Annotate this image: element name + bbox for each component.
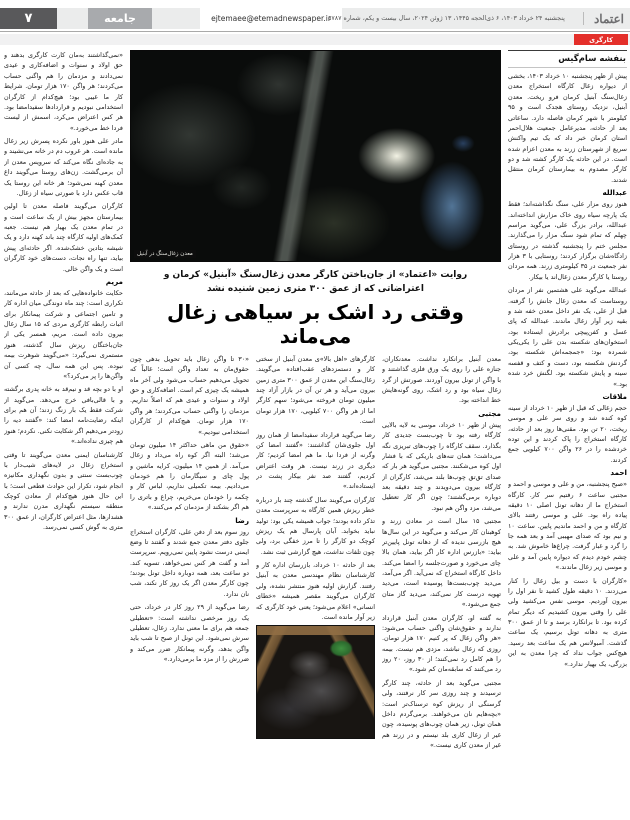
section-email-link[interactable]: ejtemaee@etemadnewspaper.ir [200,8,342,29]
page-number-badge: ۷ [0,8,57,29]
photo-caption: معدن زغال‌سنگ در آبنیل [134,250,196,258]
article-column-5 [4,50,123,817]
article-subhead: احمد [610,468,627,478]
article-paragraph: هنوز روی مزار علی، سنگ نگذاشته‌اند؛ فقط یک پارچه سیاه روی خاک مزارش انداخته‌اند. عبدالله، برادر بزرگ علی، می‌گوید مراسم چهلم که تمام شود سنگ مزار را می‌گذارند. مجلس ختم را پنجشنبه گذشته در روستای زادگاه‌شان برگزار کردند؛ روستایی با ۳ هزار نفر جمعیت در ۳۵ کیلومتری زرند. همه مردان روستا یا کارگر معدن زغال‌اند یا بیکار. [508,200,627,281]
article-paragraph: پیش از ظهر پنجشنبه ۱۰ خرداد ۱۴۰۳، بخشی از دیواره زغال کارگاه استخراج معدن زغال‌سنگ آبنیل کرمان فرو ریخت. معدن آبنیل، نزدیک روستای هجدک است و ۹۵ کیلومتر با شهر کرمان فاصله دارد. ساعاتی بعد از حادثه، مدیرعامل جمعیت هلال‌احمر استان کرمان خبر داد که یک تیم واکنش سریع از شهرستان زرند به معدن اعزام شده است. در این حادثه یک کارگر کشته شد و دو کارگر مصدوم به بیمارستان کرمان منتقل شدند. [508,72,627,184]
article-headline: وقتی رد اشک بر سیاهی زغال می‌ماند [167,299,464,348]
inner-columns [130,354,501,817]
article-subhead: مجتبی [478,408,501,418]
secondary-mine-photo [256,625,375,739]
article-column-3 [256,354,375,817]
article-paragraph: «نمی‌گذاشتند به‌مان کارت کارگری بدهند و حق اولاد و سنوات و اضافه‌کاری و عیدی نمی‌دادند و مزدمان را هم واگنی حساب می‌کردند؛ هر واگن ۱۷۰ هزار تومان. شرایط کار ما غیبی بود؛ هیچ‌کدام از کارگران استخدامی نبودیم و قراردادها سفیدامضا بود. هر کس اعتراض می‌کرد، اسمش از لیست فردا خط می‌خورد.» [4,51,123,132]
article-paragraph: کارگرهای «اهل بالا»ی معدن آبنیل از سختی کار و دستمزدهای عقب‌افتاده می‌گویند. زغال‌سنگ این معدن از عمق ۳۰۰ متری زمین بیرون می‌آید و هر تن آن در بازار آزاد چند میلیون تومان فروخته می‌شود؛ سهم کارگر اما از هر واگن ۷۰۰ کیلویی، ۱۷۰ هزار تومان است. [256,354,375,426]
page-header [0,8,630,29]
article-subhead: مریم [105,276,123,286]
article-paragraph: او با دو بچه قد و نیم‌قد به خانه پدری برگشته و با قالی‌بافی خرج می‌دهد. می‌گوید از شرکت فقط یک بار زنگ زدند؛ آن هم برای اینکه رضایت‌نامه امضا کند: «گفتند دیه را زودتر می‌دهیم اگر شکایت نکنی. نکردم؛ هنوز هم چیزی نداده‌اند.» [4,385,123,446]
article-paragraph: «کارگران با دست و بیل زغال را کنار می‌زدند. ۱۰ دقیقه طول کشید تا نفر اول را بیرون آوردیم. موسی نفس می‌کشید ولی علی را وقتی بیرون کشیدیم که دیگر تمام کرده بود. تا برانکارد برسد و تا از عمق ۳۰۰ متری به دهانه تونل برسیم، یک ساعت گذشت. آمبولانس هم یک ساعت بعد رسید. هیچ‌کس جواب نداد که چرا معدن به این بزرگی، یک بهیار ندارد.» [508,576,627,668]
byline: بنفشه سام‌گیس [508,50,627,68]
article-center-block [130,50,501,817]
topic-bar [0,34,630,45]
article-paragraph: رضا می‌گوید قرارداد سفیدامضا از همان روز اول جلوی‌شان گذاشتند: «گفتند امضا کن وگرنه از فردا نیا. ما هم امضا کردیم؛ کار دیگری در زرند نیست. هر وقت اعتراض کردیم، گفتند صد نفر بیکار پشت در ایستاده‌اند.» [256,430,375,491]
header-divider [583,12,584,25]
main-mine-photo [130,50,501,262]
article-paragraph: مجتبی می‌گوید بعد از حادثه، چند کارگر ترسیدند و چند روزی سر کار نرفتند، ولی گرسنگی از ریزش کوه ترسناک‌تر است: «بچه‌هایم نان می‌خواهند. برمی‌گردم داخل همان تونل، زیر همان چوب‌های پوسیده، چون غیر از زغال کاری بلد نیستم و در زرند هم غیر از معدن کاری نیست.» [382,678,501,749]
article-subhead: ملاقات [602,391,627,401]
article-paragraph: حکایت خانواده‌هایی که بعد از حادثه می‌مانند، تکراری است: چند ماه دوندگی میان اداره کار و تامین اجتماعی و شرکت پیمانکار برای اثبات رابطه کارگری مردی که ۱۵ سال زغال بیرون داده است. مریم، همسر یکی از جان‌باختگان ریزش سال گذشته، هنوز مستمری نمی‌گیرد: «می‌گویند شوهرت بیمه نبوده. پس این همه سال، چه کسی آن واگن‌ها را پر می‌کرد؟» [4,288,123,380]
article-paragraph: «صبح پنجشنبه، من و علی و موسی و احمد و مجتبی ساعت ۶ رفتیم سر کار. کارگاه استخراج ما از دهانه تونل اصلی ۱۰ دقیقه پیاده راه بود. علی و موسی رفتند بالای کارگاه و من و احمد ماندیم پایین. ساعت ۱۰ و نیم بود که صدای مهیبی آمد و بعد همه جا را گرد و غبار گرفت. چراغ‌ها خاموش شد. به چشم خودم دیدم که دیواره پایین آمد و علی و موسی زیر زغال ماندند.» [508,480,627,572]
article-paragraph: پیش از ظهر ۱۰ خرداد، موسی به لایه بالایی کارگاه رفته بود تا چوب‌بست جدیدی کار بگذارد. سقف کارگاه را چوب‌های تبریزی نگه می‌داشت؛ همان تنه‌های باریکی که با فشار اول کوه می‌شکنند. مجتبی می‌گوید هر بار که صدای تق‌تق چوب‌ها بلند می‌شد، کارگران از کارگاه بیرون می‌دویدند و چند دقیقه بعد دوباره برمی‌گشتند؛ چون اگر کار تعطیل می‌شد، مزد واگن هم نبود. [382,420,501,512]
article-paragraph: رضا می‌گوید از ۲۹ روز کار در خرداد، حتی یک روز مرخصی نداشته است: «تعطیلی جمعه هم برای ما معنی ندارد. زغال، تعطیلی سرش نمی‌شود. این تونل از صبح تا شب باید واگن بدهد، وگرنه پیمانکار ضرر می‌کند و ضررش را از مزد ما برمی‌دارد.» [130,603,249,663]
article-paragraph: مجتبی ۱۵ سال است در معادن زرند و کوهبنان کار می‌کند و می‌گوید در این سال‌ها هیچ بازرسی ندیده که از دهانه تونل پایین‌تر بیاید: «بازرس اداره کار اگر بیاید، همان بالا چای می‌خورد و صورت‌جلسه را امضا می‌کند. داخل کارگاه استخراج که نمی‌آید. اگر می‌آمد، می‌دید چوب‌بست‌ها پوسیده است، می‌دید تهویه درست کار نمی‌کند، می‌دید گاز متان جمع می‌شود.» [382,517,501,609]
topic-tag-labor: کارگری [574,34,628,45]
article-column-2 [382,354,501,817]
article-paragraph: معدن آبنیل برانکارد نداشت. معدنکاران، جنازه علی را روی یک ورق فلزی گذاشتند و با واگن از تونل بیرون آوردند. صورتش از گرد زغال سیاه بود و رد اشک، روی گونه‌هایش خط انداخته بود. [382,354,501,405]
article-kicker: روایت «اعتماد» از جان‌باختن کارگر معدن زغال‌سنگ «آبنیل» کرمان و اعتراضاتی که از عمق ۳۰۰ متری زمین شنیده نشد [163,270,468,294]
article-paragraph: کارگران می‌گویند سال گذشته چند بار درباره خطر ریزش همین کارگاه به سرپرست معدن تذکر داده بودند؛ جواب همیشه یکی بود: تولید نباید بخوابد. آبان پارسال هم یک ریزش کوچک دو کارگر را تا مرز خفگی برد، ولی چون تلفات نداشت، هیچ گزارشی ثبت نشد. [256,495,375,556]
article-area [3,50,627,817]
article-paragraph: حجم زغالی که قبل از ظهر ۱۰ خرداد از سینه کوه کنده شد و روی سر علی و موسی ریخت، ۲۰ تن بود. مقنی‌ها روز بعد از حادثه، کارگاه استخراج را پاک کردند و این توده خردشده را در ۲۶ واگن ۷۰۰ کیلویی جمع کردند. [508,403,627,464]
article-column-1 [508,50,627,817]
article-paragraph: به گفته او، کارگران معدن آبنیل قرارداد ندارند و حقوق‌شان واگنی حساب می‌شود: «هر واگن زغال که پر کنیم ۱۷۰ هزار تومان. روزی که زغال نباشد، مزدی هم نیست. بیمه را هم کامل رد نمی‌کنند؛ از ۳۰ روز، ۲۰ روز رد می‌کنند که سابقه‌مان کم شود.» [382,613,501,674]
article-paragraph: مادر علی هنوز باور نکرده پسرش زیر زغال مانده است. هر غروب دم در خانه می‌نشیند و به جاده‌ای نگاه می‌کند که سرویس معدن از آن برمی‌گشت. زن‌های روستا می‌گویند داغ معدن کهنه نمی‌شود؛ هر خانه این روستا یک قاب عکس دارد با صورتی سیاه از زغال. [4,137,123,197]
article-paragraph: بعد از حادثه ۱۰ خرداد، بازرسان اداره کار و کارشناسان نظام مهندسی معدن به آبنیل رفتند. گزارش اولیه هنوز منتشر نشده، ولی کارگران می‌گویند مقصر همیشه «خطای انسانی» اعلام می‌شود؛ یعنی خود کارگری که زیر آوار مانده است. [256,561,375,621]
article-paragraph: عبدالله می‌گوید علی هشتمین نفر از مردان روستاست که معدن زغال جانش را گرفته. قبل از علی، یک نفر داخل معدن خفه شد و بقیه زیر آوار زغال ماندند. عبدالله که پای غسل و کفن‌پیچی برادرش ایستاده بود، استخوان‌های شکسته بدن علی را یکی‌یکی شمرده بود: «جمجمه‌اش شکسته بود، گردنش شکسته بود، دست و کتف و قفسه سینه و پایش شکسته بود. لگنش خرد شده بود.» [508,286,627,388]
article-column-4 [130,354,249,817]
article-paragraph: «۳۰ تا واگن زغال باید تحویل بدهی چون حقوق‌مان به تعداد واگن است؛ غالباً که تحویل می‌دهیم حساب می‌شود ولی آخر ماه همیشه یک چیزی کم است. اضافه‌کاری و حق اولاد و سنوات و عیدی هم که اصلاً نداریم. مزدمان را واگنی حساب می‌کردند؛ هر واگن ۱۷۰ هزار تومان. هیچ‌کدام از کارگران استخدامی نبودیم.» [130,354,249,436]
article-paragraph: کارشناسان ایمنی معدن می‌گویند تا وقتی استخراج زغال در لایه‌های شیب‌دار با چوب‌بست سنتی و بدون نگهداری مکانیزه انجام شود، تکرار این حوادث قطعی است؛ با این حال هنوز هیچ‌کدام از معادن کوچک منطقه سیستم نگهداری مدرن ندارند و هشدارها، مثل اعتراض کارگران، از عمق ۳۰۰ متری به گوش کسی نمی‌رسد. [4,450,123,532]
article-paragraph: کارگران می‌گویند فاصله معدن تا اولین بیمارستان مجهز بیش از یک ساعت است و در تمام معدن یک بهیار هم نیست. جعبه کمک‌های اولیه کارگاه چند باند کهنه دارد و یک شیشه بتادین خشک‌شده. اگر حادثه‌ای پیش بیاید، تنها راه نجات، دست‌های خود کارگران است و یک واگن خالی. [4,202,123,273]
article-paragraph: روز سوم بعد از دفن علی، کارگران استخراج جلوی دفتر معدن جمع شدند و گفتند تا وضع ایمنی درست نشود پایین نمی‌رویم. سرپرست آمد و گفت هر کس نمی‌خواهد، تسویه کند. دو ساعت بعد، همه دوباره داخل تونل بودند؛ چون کارگر معدن اگر یک روز کار نکند، شب نان ندارد. [130,527,249,598]
article-subhead: رضا [235,515,249,525]
article-subhead: عبدالله [602,188,627,198]
newspaper-logo: اعتماد [593,11,624,26]
dateline-text: پنجشنبه ۲۴ خرداد ۱۴۰۳، ۶ ذی‌الحجه ۱۴۴۵، ۱۳ ژوئن ۲۰۲۴، سال بیست و یکم، شماره ۵۷۸۷ [328,15,565,22]
article-paragraph: «حقوق من ماهی حداکثر ۱۴ میلیون تومان می‌شد؛ البته اگر کوه راه می‌داد و زغال می‌آمد. از همین ۱۴ میلیون، کرایه ماشین و پول چای و سیگارمان را هم خودمان می‌دادیم. بیمه تکمیلی نداریم، لباس کار و چکمه را خودمان می‌خریم، چراغ و باتری را هم اگر بشکند از مزدمان کم می‌کنند.» [130,440,249,512]
section-name-badge: جامعه [88,8,152,29]
header-rule [0,31,630,32]
